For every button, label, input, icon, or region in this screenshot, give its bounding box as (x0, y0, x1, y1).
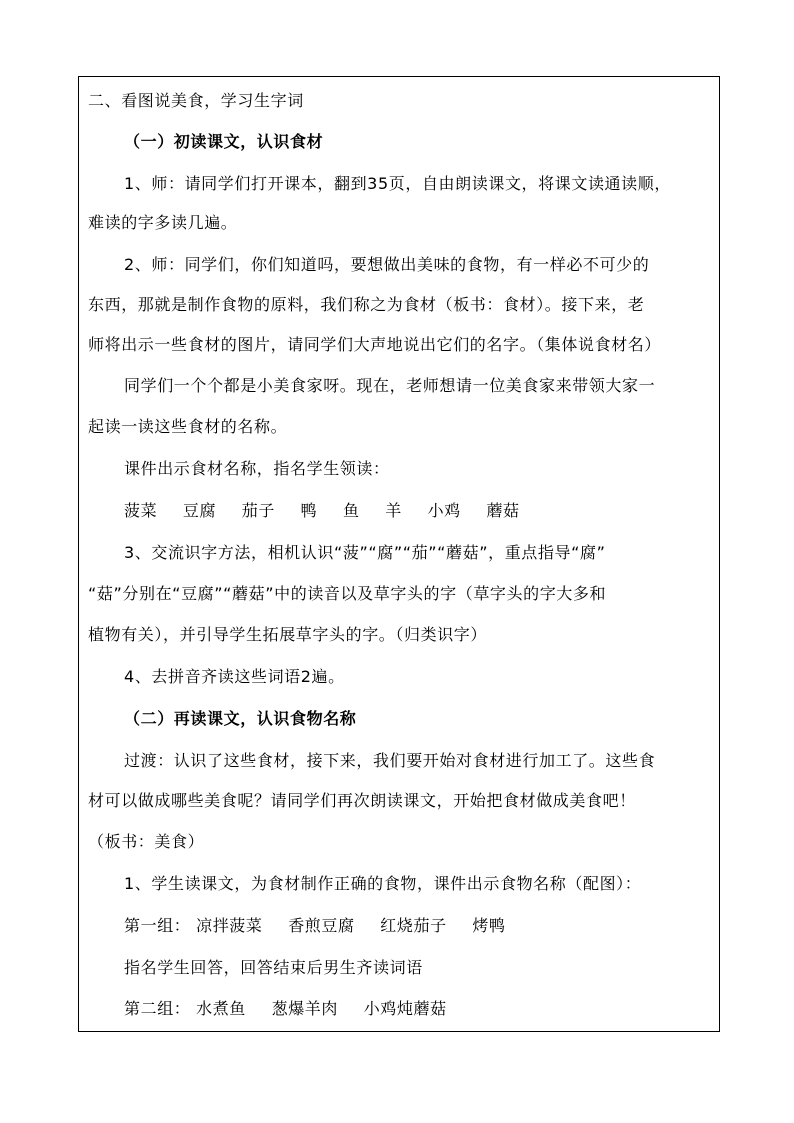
section-title: 二、看图说美食，学习生字词 (88, 91, 304, 110)
paragraph-5-line-1: 3、交流识字方法，相机认识“菠”“腐”“茄”“蘑菇”，重点指导“腐” (124, 543, 606, 562)
paragraph-8: 1、学生读课文，为食材制作正确的食物，课件出示食物名称（配图）： (124, 874, 642, 893)
food-group-1-label: 第一组： (124, 916, 191, 935)
food-item: 红烧茄子 (380, 916, 447, 935)
subsection-1-title: （一）初读课文，认识食材 (124, 132, 324, 151)
paragraph-9: 指名学生回答，回答结束后男生齐读词语 (124, 958, 423, 977)
ingredient-list (79, 501, 719, 521)
ingredient-item: 鸭 (300, 501, 318, 520)
subsection-2-title: （二）再读课文，认识食物名称 (124, 709, 357, 728)
ingredient-item: 豆腐 (182, 501, 217, 520)
food-item: 小鸡炖蘑菇 (363, 999, 447, 1018)
paragraph-2-line-1: 2、师：同学们，你们知道吗，要想做出美味的食物，有一样必不可少的 (124, 255, 650, 274)
paragraph-7-line-3: （板书：美食） (88, 832, 205, 851)
food-group-2 (79, 999, 719, 1019)
ingredient-item: 鱼 (342, 501, 360, 520)
food-item: 香煎豆腐 (288, 916, 355, 935)
paragraph-5-line-2: “菇”分别在“豆腐”“蘑菇”中的读音以及草字头的字（草字头的字大多和 (88, 584, 607, 603)
food-item: 凉拌菠菜 (196, 916, 263, 935)
paragraph-3-line-1: 同学们一个个都是小美食家呀。现在，老师想请一位美食家来带领大家一 (124, 376, 656, 395)
food-item: 葱爆羊肉 (271, 999, 338, 1018)
paragraph-7-line-1: 过渡：认识了这些食材，接下来，我们要开始对食材进行加工了。这些食 (124, 751, 656, 770)
ingredient-item: 菠菜 (124, 501, 158, 520)
paragraph-2-line-3: 师将出示一些食材的图片，请同学们大声地说出它们的名字。（集体说食材名） (88, 335, 662, 354)
paragraph-6: 4、去拼音齐读这些词语2遍。 (124, 667, 345, 686)
food-group-2-label: 第二组： (124, 999, 191, 1018)
paragraph-1-line-1: 1、师：请同学们打开课本，翻到35页，自由朗读课文，将课文读通读顺， (124, 174, 671, 193)
ingredient-item: 茄子 (241, 501, 275, 520)
paragraph-7-line-2: 材可以做成哪些美食呢？请同学们再次朗读课文，开始把食材做成美食吧！ (88, 791, 636, 810)
paragraph-3-line-2: 起读一读这些食材的名称。 (88, 417, 288, 436)
ingredient-item: 小鸡 (427, 501, 461, 520)
paragraph-4: 课件出示食材名称，指名学生领读： (124, 459, 390, 478)
food-item: 烤鸭 (472, 916, 506, 935)
food-item: 水煮鱼 (196, 999, 246, 1018)
ingredient-item: 蘑菇 (486, 501, 520, 520)
ingredient-item: 羊 (385, 501, 402, 520)
paragraph-1-line-2: 难读的字多读几遍。 (88, 213, 238, 232)
paragraph-2-line-2: 东西，那就是制作食物的原料，我们称之为食材（板书：食材）。接下来，老 (88, 295, 645, 314)
lesson-plan-frame (78, 76, 720, 1032)
food-group-1 (79, 916, 719, 936)
paragraph-5-line-3: 植物有关），并引导学生拓展草字头的字。（归类识字） (88, 625, 488, 644)
